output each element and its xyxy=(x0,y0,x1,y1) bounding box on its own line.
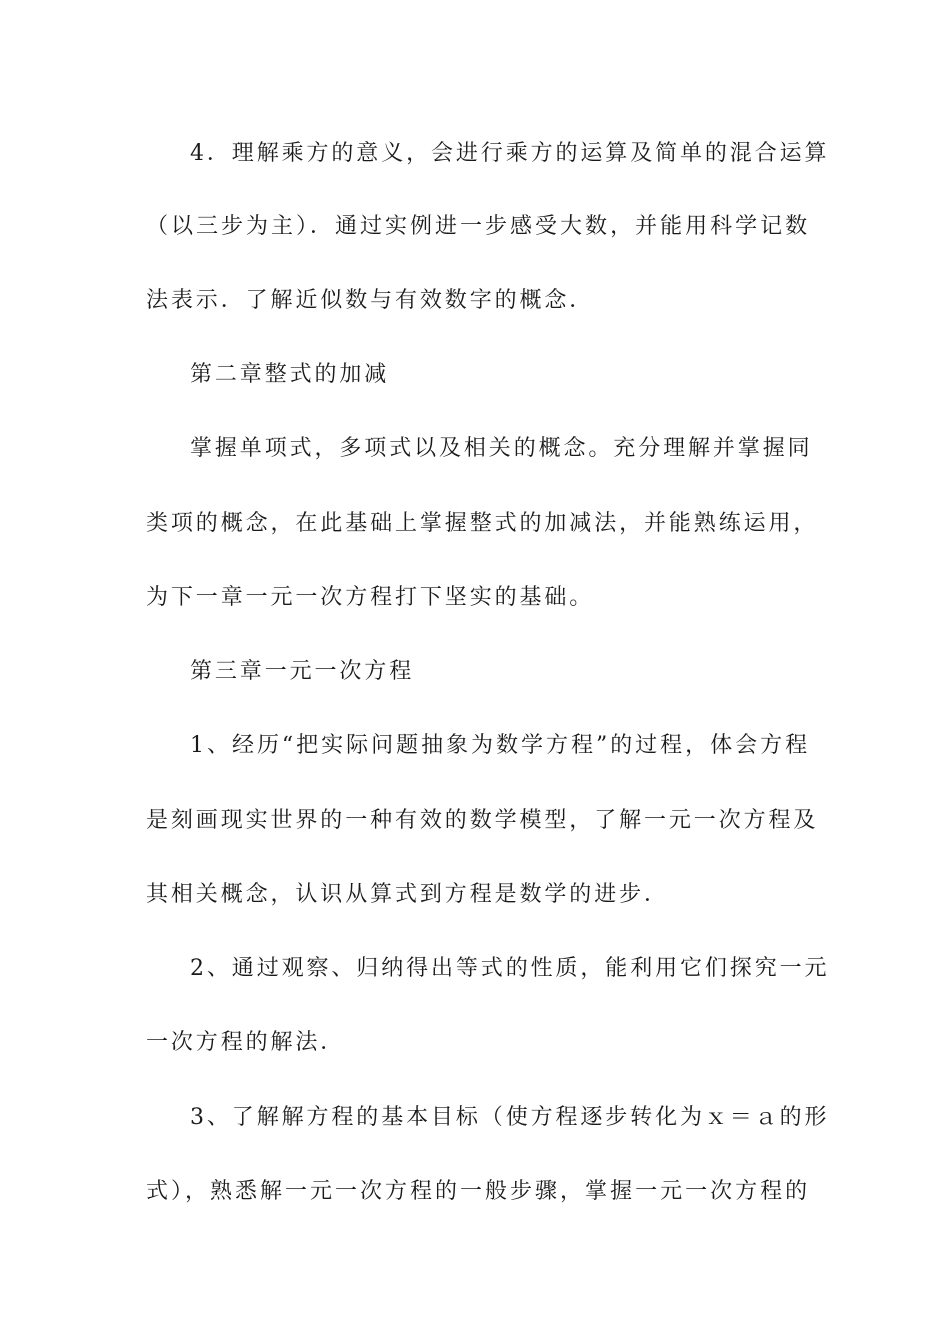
paragraph-line: 4．理解乘方的意义，会进行乘方的运算及简单的混合运算 xyxy=(190,141,830,166)
paragraph-line: （以三步为主）．通过实例进一步感受大数，并能用科学记数 xyxy=(146,214,810,239)
paragraph-line: 2、通过观察、归纳得出等式的性质，能利用它们探究一元 xyxy=(190,956,830,981)
paragraph-line: 一次方程的解法． xyxy=(146,1030,346,1055)
paragraph-line: 类项的概念，在此基础上掌握整式的加减法，并能熟练运用， xyxy=(146,511,819,536)
paragraph-line: 是刻画现实世界的一种有效的数学模型，了解一元一次方程及 xyxy=(146,808,819,833)
chapter-heading: 第二章整式的加减 xyxy=(190,362,390,387)
paragraph-line: 其相关概念，认识从算式到方程是数学的进步． xyxy=(146,882,669,907)
paragraph-line: 3、了解解方程的基本目标（使方程逐步转化为ｘ＝ａ的形 xyxy=(190,1105,830,1130)
paragraph-line: 掌握单项式，多项式以及相关的概念。充分理解并掌握同 xyxy=(190,436,813,461)
paragraph-line: 1、经历“把实际问题抽象为数学方程”的过程，体会方程 xyxy=(190,733,810,758)
chapter-heading: 第三章一元一次方程 xyxy=(190,659,415,684)
paragraph-line: 式），熟悉解一元一次方程的一般步骤，掌握一元一次方程的 xyxy=(146,1179,810,1204)
paragraph-line: 为下一章一元一次方程打下坚实的基础。 xyxy=(146,585,595,610)
paragraph-line: 法表示．了解近似数与有效数字的概念． xyxy=(146,288,595,313)
